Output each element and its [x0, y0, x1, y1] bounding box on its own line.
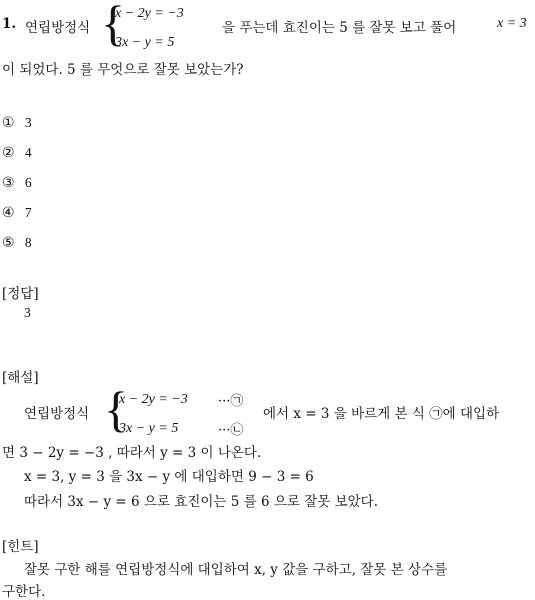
choice-marker: ③: [2, 175, 15, 191]
choice-value: 3: [24, 115, 32, 130]
explanation-line-2: 면 3 − 2y = −3 , 따라서 y = 3 이 나온다.: [2, 445, 262, 461]
question-lead: 연립방정식: [25, 20, 91, 36]
choice-marker: ①: [2, 115, 15, 131]
question-number: 1.: [2, 16, 17, 32]
explanation-lead: 연립방정식: [24, 406, 90, 422]
system-eq-2: 3x − y = 5: [115, 35, 175, 50]
explanation-system-eq-1: x − 2y = −3: [119, 392, 188, 407]
hint-line-1: 잘못 구한 해를 연립방정식에 대입하여 x, y 값을 구하고, 잘못 본 상수를: [24, 562, 448, 578]
choice-value: 6: [24, 175, 32, 190]
choice-marker: ④: [2, 205, 15, 221]
choice-5[interactable]: [2, 235, 32, 251]
explanation-label: [해설]: [2, 370, 39, 386]
explanation-text-1: 에서 x = 3 을 바르게 본 식 ㉠에 대입하: [263, 406, 500, 422]
explanation-line-3: x = 3, y = 3 을 3x − y 에 대입하면 9 − 3 = 6: [24, 469, 314, 485]
choice-value: 4: [24, 145, 32, 160]
question-result-expr: x = 3: [497, 16, 527, 31]
question-line-2: 이 되었다. 5 를 무엇으로 잘못 보았는가?: [2, 62, 244, 78]
choice-4[interactable]: [2, 205, 32, 221]
explanation-system-brace: {: [104, 381, 128, 437]
choice-value: 8: [24, 235, 32, 250]
hint-line-2: 구한다.: [2, 584, 46, 600]
explanation-tag-1: ···㉠: [218, 394, 244, 409]
choice-2[interactable]: [2, 145, 32, 161]
choice-3[interactable]: [2, 175, 32, 191]
choice-marker: ②: [2, 145, 15, 161]
explanation-line-4: 따라서 3x − y = 6 으로 효진이는 5 를 6 으로 잘못 보았다.: [24, 494, 378, 510]
hint-label: [힌트]: [2, 539, 39, 555]
explanation-tag-2: ···㉡: [218, 423, 244, 438]
choice-1[interactable]: [2, 115, 32, 131]
answer-value: 3: [24, 305, 31, 320]
question-text-after-system: 을 푸는데 효진이는 5 를 잘못 보고 풀어: [222, 20, 457, 36]
answer-label: [정답]: [2, 286, 39, 302]
system-eq-1: x − 2y = −3: [115, 6, 184, 21]
explanation-system-eq-2: 3x − y = 5: [119, 421, 179, 436]
choice-value: 7: [24, 205, 32, 220]
choice-marker: ⑤: [2, 235, 15, 251]
system-brace: {: [101, 0, 125, 51]
